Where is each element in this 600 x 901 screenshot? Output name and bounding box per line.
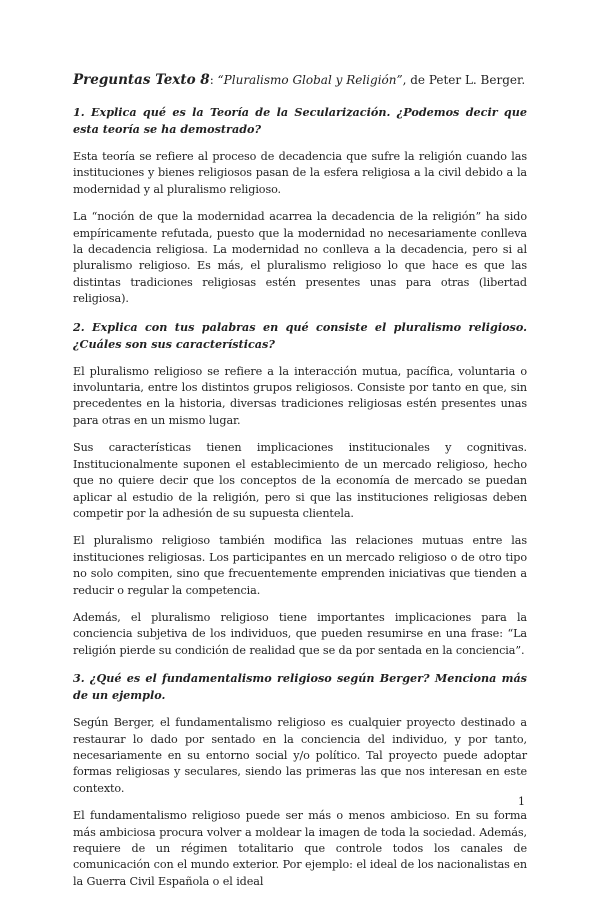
answer-3-paragraph-2: El fundamentalismo religioso puede ser más o menos ambicioso. En su forma más ambiciosa procura volver a moldear la imagen de toda la sociedad. Además, requiere de un régimen totalitario que controle todos los canales de comunicación con el mundo exterior. Por ejemplo: el ideal de los nacionalistas en la Guerra Civil Española o el ideal xyxy=(73,809,527,888)
answer-2-paragraph-4: Además, el pluralismo religioso tiene importantes implicaciones para la conciencia subjetiva de los individuos, que pueden resumirse en una frase: “La religión pierde su condición de realidad que se da por sentada en la conciencia”. xyxy=(73,610,527,657)
document-title xyxy=(73,71,533,89)
page-number: 1 xyxy=(518,795,525,808)
question-3: 3. ¿Qué es el fundamentalismo religioso según Berger? Menciona más de un ejemplo. xyxy=(73,671,527,703)
question-1: 1. Explica qué es la Teoría de la Secularización. ¿Podemos decir que esta teoría se ha demostrado? xyxy=(73,105,527,136)
title-bold: Preguntas Texto 8 xyxy=(73,72,210,88)
question-2: 2. Explica con tus palabras en qué consiste el pluralismo religioso. ¿Cuáles son sus características? xyxy=(73,319,527,351)
answer-1-paragraph-2: La “noción de que la modernidad acarrea la decadencia de la religión” ha sido empíricamente refutada, puesto que la modernidad no necesariamente conlleva la decadencia religiosa. La modernidad no conlleva a la decadencia, pero si al pluralismo religioso. Es más, el pluralismo religioso lo que hace es que las distintas tradiciones religiosas estén presentes unas para otras (libertad religiosa). xyxy=(73,210,527,306)
answer-2-paragraph-3: El pluralismo religioso también modifica las relaciones mutuas entre las instituciones religiosas. Los participantes en un mercado religioso o de otro tipo no solo compiten, sino que frecuentemente emprenden iniciativas que tienden a reducir o regular la competencia. xyxy=(73,534,527,597)
document-body xyxy=(73,104,527,901)
answer-3-paragraph-1: Según Berger, el fundamentalismo religioso es cualquier proyecto destinado a restaurar lo dado por sentado en la conciencia del individuo, y por tanto, necesariamente en su entorno social y/o político. Tal proyecto puede adoptar formas religiosas y seculares, siendo las primeras las que nos interesan en este contexto. xyxy=(73,716,527,795)
title-separator: : xyxy=(209,73,218,87)
title-italic: “Pluralismo Global y Religión” xyxy=(217,73,403,87)
answer-2-paragraph-2: Sus características tienen implicaciones institucionales y cognitivas. Institucionalmente suponen el establecimiento de un mercado religioso, hecho que no quiere decir que los conceptos de la economía de mercado se puedan aplicar al estudio de la religión, pero si que las instituciones religiosas deben competir por la adhesión de su supuesta clientela. xyxy=(73,441,527,520)
answer-1-paragraph-1: Esta teoría se refiere al proceso de decadencia que sufre la religión cuando las instituciones y bienes religiosos pasan de la esfera religiosa a la civil debido a la modernidad y al pluralismo religioso. xyxy=(73,150,527,196)
answer-2-paragraph-1: El pluralismo religioso se refiere a la interacción mutua, pacífica, voluntaria o involuntaria, entre los distintos grupos religiosos. Consiste por tanto en que, sin precedentes en la historia, diversas tradiciones religiosas estén presentes unas para otras en un mismo lugar. xyxy=(73,364,527,427)
title-rest: , de Peter L. Berger. xyxy=(402,73,526,87)
